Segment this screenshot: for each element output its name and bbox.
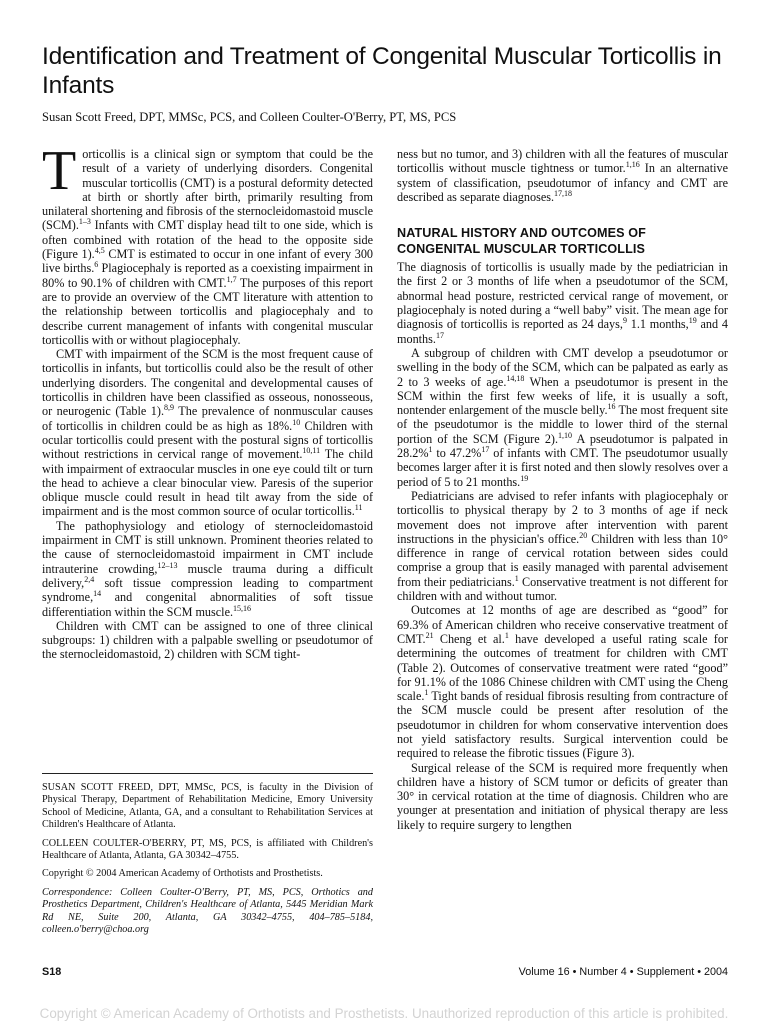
citation-marker: 6 bbox=[94, 260, 99, 270]
text-run: Cheng et al. bbox=[433, 631, 505, 646]
citation-marker: 21 bbox=[425, 630, 434, 640]
drop-cap: T bbox=[42, 147, 77, 202]
citation-marker: 11 bbox=[354, 503, 363, 513]
text-run: CMT with impairment of the SCM is the most frequent cause of torticollis in infants, but torticollis could also be the result of other underlying disorders. The congenital and developmental causes of torticollis in children have been classified as osseous, nonosseous, or neurogenic (Table 1). bbox=[42, 347, 373, 419]
paragraph-causes bbox=[42, 347, 373, 519]
citation-marker: 20 bbox=[579, 530, 588, 540]
paragraph-pathophysiology bbox=[42, 519, 373, 619]
citation-marker: 19 bbox=[520, 473, 529, 483]
article-title: Identification and Treatment of Congenital Muscular Torticollis in Infants bbox=[42, 43, 722, 99]
text-run: Children with less than 10° difference in range of cervical rotation between sides could comprise a group that is easily managed with parental advisement from their pediatricians. bbox=[397, 531, 728, 589]
citation-marker: 1 bbox=[428, 444, 433, 454]
citation-marker: 4,5 bbox=[94, 246, 105, 256]
citation-marker: 16 bbox=[607, 402, 616, 412]
text-run: to 47.2% bbox=[432, 446, 482, 461]
copyright-note: Copyright © 2004 American Academy of Orthotists and Prosthetists. bbox=[42, 868, 323, 880]
text-run: Tight bands of residual fibrosis resulting from contracture of the SCM muscle could be present after resolution of the pseudotumor in children for whom conservative intervention does not yield satisfactory results. Surgical intervention could be required to release the fibrotic tissues (Figure 3). bbox=[397, 689, 728, 761]
paragraph-surgery: Surgical release of the SCM is required more frequently when children have a history of SCM tumor or deficits of greater than 30° in cervical rotation at the time of diagnosis. Children who are younger at presentation and initiation of physical therapy are less likely to require surgery to lengthen bbox=[397, 760, 728, 832]
citation-marker: 9 bbox=[622, 316, 627, 326]
citation-marker: 1 bbox=[424, 688, 429, 698]
citation-marker: 2,4 bbox=[84, 574, 95, 584]
citation-marker: 12–13 bbox=[157, 560, 178, 570]
text-run: The diagnosis of torticollis is usually made by the pediatrician in the first 2 or 3 months of life when a pseudotumor of the SCM, abnormal head posture, restricted cervical range of movement, or plagiocephaly is noted during a “well baby” visit. The mean age for diagnosis of torticollis is reported as 24 days, bbox=[397, 260, 728, 332]
section-heading: NATURAL HISTORY AND OUTCOMES OF CONGENITAL MUSCULAR TORTICOLLIS bbox=[397, 226, 646, 256]
text-run: When a pseudotumor is present in the SCM within the first few weeks of life, it is usually a soft, nontender enlargement of the muscle belly. bbox=[397, 374, 728, 418]
citation-marker: 14 bbox=[93, 589, 102, 599]
text-run: The most frequent site of the pseudotumor is the middle to lower third of the sternal portion of the SCM (Figure 2). bbox=[397, 403, 728, 446]
text-run: The prevalence of nonmuscular causes of torticollis in children could be as high as 18%. bbox=[42, 404, 373, 433]
citation-marker: 19 bbox=[688, 316, 697, 326]
paragraph-diagnosis bbox=[397, 260, 728, 346]
citation-marker: 1,7 bbox=[226, 274, 237, 284]
page-footer bbox=[42, 966, 728, 982]
text-run: and 4 months. bbox=[397, 317, 728, 346]
text-run: muscle trauma during a difficult delivery, bbox=[42, 561, 373, 590]
correspondence-note: Correspondence: Colleen Coulter-O'Berry, PT, MS, PCS, Orthotics and Prosthetics Department, Children's Healthcare of Atlanta, 5445 Meridian Mark Rd NE, Suite 200, Atlanta, GA 30342–4755, 404–785–5184, colleen.o'berry@choa.org bbox=[42, 886, 373, 936]
paragraph-classification bbox=[397, 147, 728, 204]
affiliation-freed: SUSAN SCOTT FREED, DPT, MMSc, PCS, is faculty in the Division of Physical Therapy, Department of Rehabilitation Medicine, Emory University School of Medicine, Atlanta, GA, and a consultant to Rehabilitation Services at Children's Healthcare of Atlanta. bbox=[42, 782, 373, 831]
text-run: Infants with CMT display head tilt to one side, which is often combined with rotation of the head to the opposite side (Figure 1). bbox=[42, 218, 373, 262]
copyright-watermark: Copyright © American Academy of Orthotists and Prosthetists. Unauthorized reproduction of this article is prohibited. bbox=[39, 1006, 729, 1021]
citation-marker: 1 bbox=[514, 573, 519, 583]
journal-issue-info: Volume 16 • Number 4 • Supplement • 2004 bbox=[518, 966, 728, 978]
text-run: The child with impairment of extraocular muscles in one eye could tilt or turn the head to achieve a clear binocular view. Paresis of the superior oblique muscle could result in head tilt away from the side of impairment and is the most common source of ocular torticollis. bbox=[42, 447, 373, 519]
citation-marker: 1,10 bbox=[558, 430, 573, 440]
text-run: The pathophysiology and etiology of sternocleidomastoid impairment in CMT is still unknown. Prominent theories related to the cause of sternocleidomastoid impairment in CMT include intrauterine crowding, bbox=[42, 518, 373, 576]
footnotes bbox=[42, 782, 373, 942]
text-run: Pediatricians are advised to refer infants with plagiocephaly or torticollis to physical therapy by 2 to 3 months of age if neck movement does not improve after intervention with parent instructions in the physician's office. bbox=[397, 488, 728, 546]
text-run: A subgroup of children with CMT develop a pseudotumor or swelling in the body of the SCM, which can be palpated as early as 2 to 3 weeks of age. bbox=[397, 345, 728, 389]
citation-marker: 10 bbox=[292, 417, 301, 427]
text-run: of infants with CMT. The pseudotumor usually becomes larger after it is first noted and then slowly resolves over a period of 5 to 21 months. bbox=[397, 446, 728, 489]
text-run: 1.1 months, bbox=[626, 317, 689, 332]
citation-marker: 17 bbox=[435, 330, 444, 340]
citation-marker: 1–3 bbox=[78, 217, 91, 227]
footnote-divider bbox=[42, 773, 373, 774]
text-run: The purposes of this report are to provide an overview of the CMT literature with attention to the relationship between torticollis and plagiocephaly and to describe current management of infants with congenital muscular torticollis with or without plagiocephaly. bbox=[42, 275, 373, 347]
text-run: In an alternative system of classification, pseudotumor of infancy and CMT are described as separate diagnoses. bbox=[397, 161, 728, 204]
text-run: have developed a useful rating scale for determining the outcomes of treatment for children with CMT (Table 2). Outcomes of conservative treatment were rated “good” for 91.1% of the 1086 Chinese children with CMT using the Cheng scale. bbox=[397, 631, 728, 704]
paragraph-subgroups: Children with CMT can be assigned to one of three clinical subgroups: 1) children with a palpable swelling or pseudotumor of the sternocleidomastoid, 2) children with SCM tight- bbox=[42, 618, 373, 662]
paragraph-pseudotumor bbox=[397, 346, 728, 489]
text-run: soft tissue compression leading to compartment syndrome, bbox=[42, 575, 373, 605]
citation-marker: 14,18 bbox=[506, 373, 525, 383]
citation-marker: 15,16 bbox=[233, 603, 252, 613]
text-run: ness but no tumor, and 3) children with all the features of muscular torticollis without muscle tightness or tumor. bbox=[397, 147, 728, 176]
text-run: orticollis is a clinical sign or symptom that could be the result of a variety of underlying disorders. Congenital muscular torticollis (CMT) is a postural deformity detected at birth or shortly after birth, primarily resulting from unilateral shortening and fibrosis of the sternocleidomastoid muscle (SCM). bbox=[42, 147, 373, 233]
citation-marker: 17 bbox=[481, 444, 490, 454]
text-run: Conservative treatment is not different for children with and without tumor. bbox=[397, 574, 728, 604]
citation-marker: 1 bbox=[504, 630, 509, 640]
paragraph-referral bbox=[397, 489, 728, 603]
affiliation-coulter: COLLEEN COULTER-O'BERRY, PT, MS, PCS, is affiliated with Children's Healthcare of Atlanta, Atlanta, GA 30342–4755. bbox=[42, 837, 373, 862]
text-run: CMT is estimated to occur in one infant of every 300 live births. bbox=[42, 247, 373, 276]
intro-paragraph bbox=[42, 147, 373, 347]
paragraph-outcomes bbox=[397, 603, 728, 760]
citation-marker: 17,18 bbox=[554, 188, 573, 198]
left-column bbox=[42, 147, 373, 767]
citation-marker: 8,9 bbox=[164, 403, 174, 413]
text-run: Plagiocephaly is reported as a coexisting impairment in 80% to 90.1% of children with CMT. bbox=[42, 261, 373, 290]
citation-marker: 10,11 bbox=[302, 446, 321, 456]
text-run: and congenital abnormalities of soft tissue differentiation within the SCM muscle. bbox=[42, 590, 373, 619]
author-line: Susan Scott Freed, DPT, MMSc, PCS, and Colleen Coulter-O'Berry, PT, MS, PCS bbox=[42, 110, 457, 124]
text-run: Children with ocular torticollis could present with the postural signs of torticollis without restrictions in cervical range of movement. bbox=[42, 418, 373, 462]
text-run: Outcomes at 12 months of age are described as “good” for 69.3% of American children who receive conservative treatment of CMT. bbox=[397, 603, 728, 646]
right-column bbox=[397, 147, 728, 957]
text-run: A pseudotumor is palpated in 28.2% bbox=[397, 431, 728, 461]
citation-marker: 1,16 bbox=[625, 160, 640, 170]
page-number: S18 bbox=[42, 966, 62, 978]
